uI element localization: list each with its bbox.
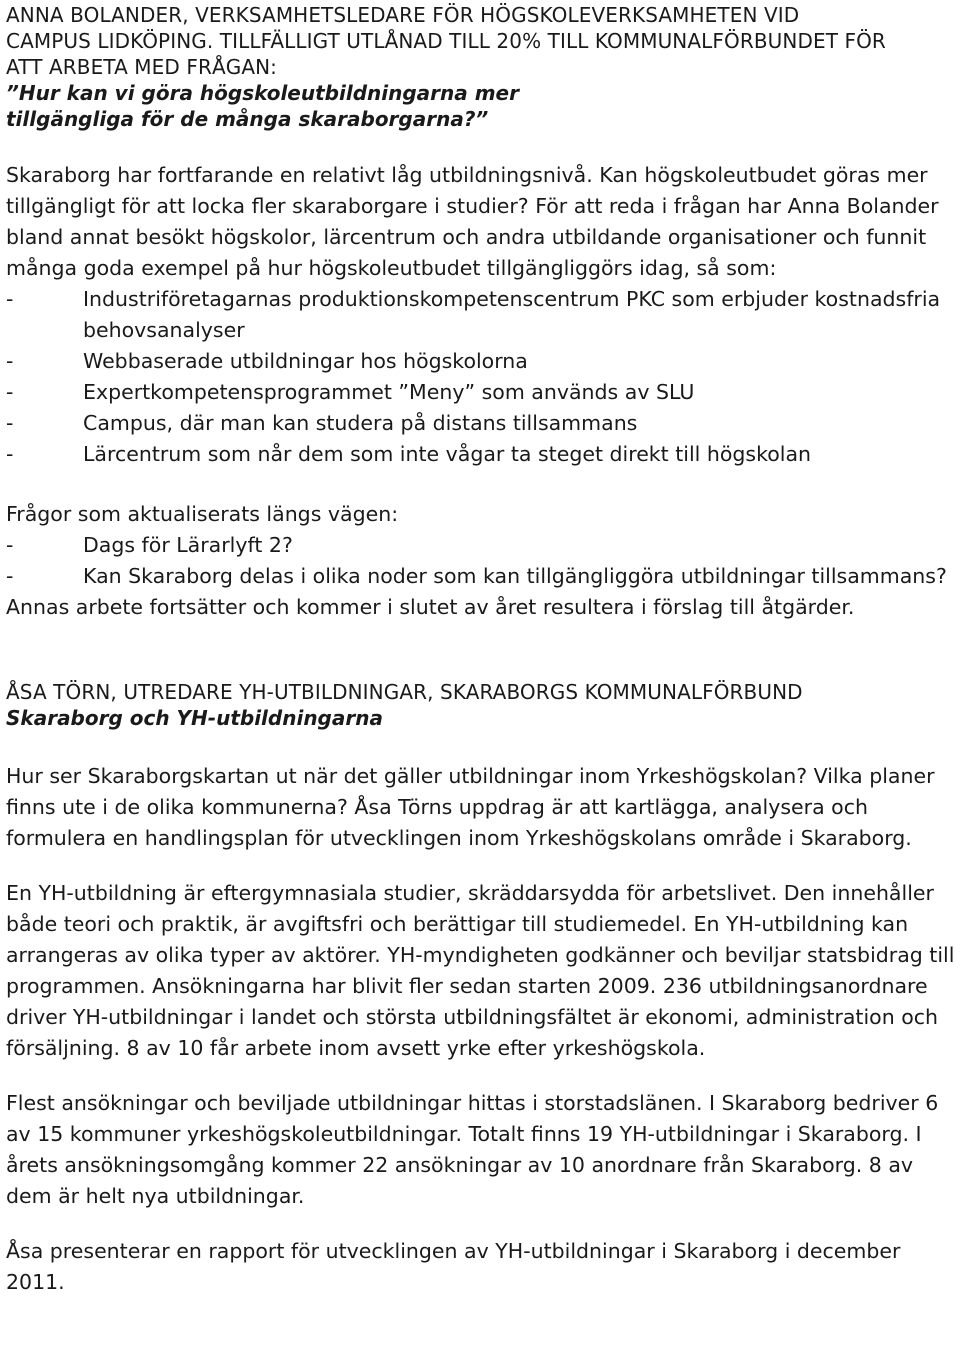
author-line: ÅSA TÖRN, UTREDARE YH-UTBILDNINGAR, SKARABORGS KOMMUNALFÖRBUND <box>6 680 803 704</box>
author-line: CAMPUS LIDKÖPING. TILLFÄLLIGT UTLÅNAD TILL 20% TILL KOMMUNALFÖRBUNDET FÖR <box>6 29 886 53</box>
section-title: Skaraborg och YH-utbildningarna <box>6 706 383 730</box>
intro-paragraph: Skaraborg har fortfarande en relativt låg utbildningsnivå. Kan högskoleutbudet göras mer tillgängligt för att locka fler skaraborgare i studier? För att reda i frågan har Anna Bolander bland annat besökt högskolor, lärcentrum och andra utbildande organisationer och funnit många goda exempel på hur högskoleutbudet tillgängliggörs idag, så som: <box>6 163 939 280</box>
body-paragraph: Flest ansökningar och beviljade utbildningar hittas i storstadslänen. I Skaraborg bedriver 6 av 15 kommuner yrkeshögskoleutbildningar. Totalt finns 19 YH-utbildningar i Skaraborg. I årets ansökningsomgång kommer 22 ansökningar av 10 anordnare från Skaraborg. 8 av dem är helt nya utbildningar. <box>6 1091 939 1208</box>
body-paragraph: Hur ser Skaraborgskartan ut när det gäller utbildningar inom Yrkeshögskolan? Vilka planer finns ute i de olika kommunerna? Åsa Törns uppdrag är att kartlägga, analysera och formulera en handlingsplan för utvecklingen inom Yrkeshögskolans område i Skaraborg. <box>6 764 935 850</box>
list-item: - Campus, där man kan studera på distans tillsammans <box>6 408 956 439</box>
document-page <box>6 2 956 1298</box>
section-anna-bolander <box>6 2 956 623</box>
questions-list <box>6 530 956 592</box>
list-item: - Kan Skaraborg delas i olika noder som kan tillgängliggöra utbildningar tillsammans? <box>6 561 956 592</box>
list-item: - Expertkompetensprogrammet ”Meny” som används av SLU <box>6 377 956 408</box>
body-paragraph: Åsa presenterar en rapport för utvecklingen av YH-utbildningar i Skaraborg i december 2011. <box>6 1239 901 1294</box>
closing-paragraph: Annas arbete fortsätter och kommer i slutet av året resultera i förslag till åtgärder. <box>6 595 855 619</box>
section-title: tillgängliga för de många skaraborgarna?” <box>6 107 489 131</box>
section-title: ”Hur kan vi göra högskoleutbildningarna mer <box>6 81 519 105</box>
section-asa-torn <box>6 679 956 1298</box>
examples-list <box>6 284 956 470</box>
list-item: - Webbaserade utbildningar hos högskolorna <box>6 346 956 377</box>
author-line: ATT ARBETA MED FRÅGAN: <box>6 55 278 79</box>
author-line: ANNA BOLANDER, VERKSAMHETSLEDARE FÖR HÖGSKOLEVERKSAMHETEN VID <box>6 3 800 27</box>
list-item: - Dags för Lärarlyft 2? <box>6 530 956 561</box>
list-item: - Lärcentrum som når dem som inte vågar ta steget direkt till högskolan <box>6 439 956 470</box>
questions-heading: Frågor som aktualiserats längs vägen: <box>6 502 399 526</box>
body-paragraph: En YH-utbildning är eftergymnasiala studier, skräddarsydda för arbetslivet. Den innehåller både teori och praktik, är avgiftsfri och berättigar till studiemedel. En YH-utbildning kan arrangeras av olika typer av aktörer. YH-myndigheten godkänner och beviljar statsbidrag till programmen. Ansökningarna har blivit fler sedan starten 2009. 236 utbildningsanordnare driver YH-utbildningar i landet och största utbildningsfältet är ekonomi, administration och försäljning. 8 av 10 får arbete inom avsett yrke efter yrkeshögskola. <box>6 881 955 1060</box>
list-item: - Industriföretagarnas produktionskompetenscentrum PKC som erbjuder kostnadsfria behovsanalyser <box>6 284 956 346</box>
